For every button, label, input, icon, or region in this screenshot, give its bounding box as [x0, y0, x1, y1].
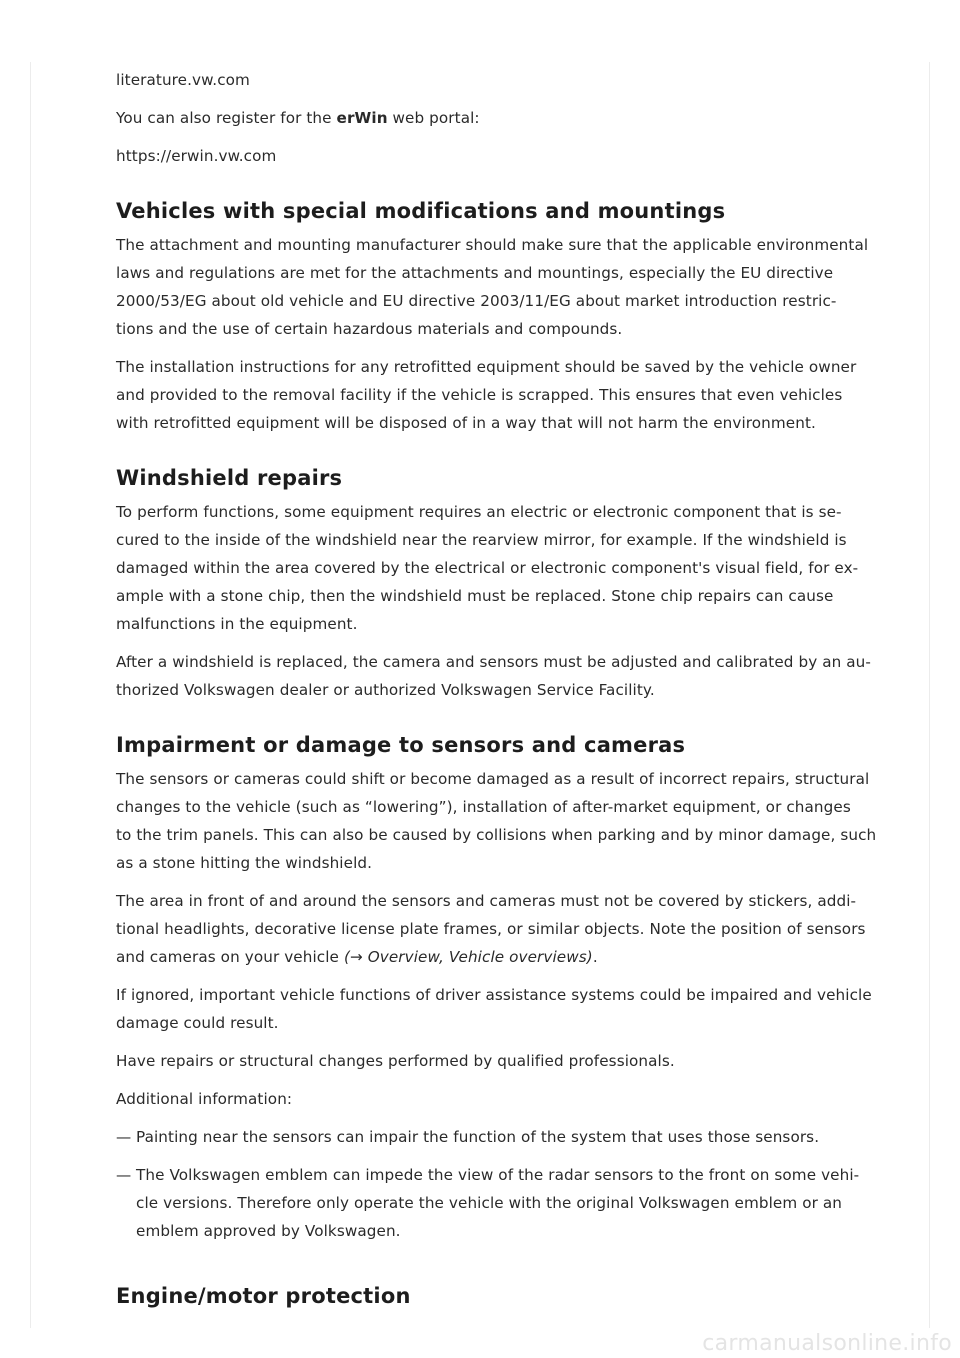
page-border-right: [929, 62, 930, 1328]
erwin-suffix: web portal:: [387, 109, 480, 127]
windshield-paragraph-2: After a windshield is replaced, the camera and sensors must be adjusted and calibrated by an au- thorized Volkswagen dealer or authorized Volkswagen Service Facility.: [116, 653, 871, 699]
erwin-prefix: You can also register for the: [116, 109, 337, 127]
dash-bullet: —: [116, 1166, 132, 1184]
heading-engine-protection: Engine/motor protection: [116, 1284, 411, 1308]
erwin-name: erWin: [336, 109, 388, 127]
sensors-paragraph-3: If ignored, important vehicle functions of driver assistance systems could be impaired and vehicle damage could result.: [116, 986, 872, 1032]
erwin-url[interactable]: https://erwin.vw.com: [116, 147, 277, 165]
sensors-paragraph-5: Additional information:: [116, 1090, 293, 1108]
erwin-paragraph: [116, 104, 876, 132]
sensors-paragraph-1: The sensors or cameras could shift or become damaged as a result of incorrect repairs, structural changes to the vehicle (such as “lowering”), installation of after-market equipment, or changes to the trim panels. This can also be caused by collisions when parking and by minor damage, such as a stone hitting the windshield.: [116, 770, 877, 872]
heading-windshield-repairs: Windshield repairs: [116, 466, 343, 490]
dash-bullet: —: [116, 1128, 132, 1146]
document-body: [116, 66, 876, 1316]
overview-cross-reference-link[interactable]: (→ Overview, Vehicle overviews): [343, 948, 593, 966]
heading-sensors-cameras: Impairment or damage to sensors and cameras: [116, 733, 686, 757]
list-item: — The Volkswagen emblem can impede the view of the radar sensors to the front on some vehi- cle versions. Therefore only operate the vehicle with the original Volkswagen emblem or an emblem approved by Volkswagen.: [116, 1161, 876, 1245]
special-mods-paragraph-2: The installation instructions for any retrofitted equipment should be saved by the vehicle owner and provided to the removal facility if the vehicle is scrapped. This ensures that even vehicles with retrofitted equipment will be disposed of in a way that will not harm the environment.: [116, 358, 857, 432]
watermark-brand: carmanualsonline.info: [702, 1331, 952, 1356]
sensors-paragraph-4: Have repairs or structural changes performed by qualified professionals.: [116, 1052, 675, 1070]
page-border-left: [30, 62, 31, 1328]
heading-special-modifications: Vehicles with special modifications and mountings: [116, 199, 726, 223]
list-item: — Painting near the sensors can impair the function of the system that uses those sensors.: [116, 1123, 876, 1151]
sensors-paragraph-2: The area in front of and around the sensors and cameras must not be covered by stickers, addi- tional headlights, decorative license plate frames, or similar objects. Note the position of sensors and cameras on your vehicle (→ Overview, Vehicle overviews).: [116, 892, 866, 966]
special-mods-paragraph-1: The attachment and mounting manufacturer should make sure that the applicable environmental laws and regulations are met for the attachments and mountings, especially the EU directive 2000/53/EG about old vehicle and EU directive 2003/11/EG about market introduction restric- tions and the use of certain hazardous materials and compounds.: [116, 236, 869, 338]
literature-url[interactable]: literature.vw.com: [116, 71, 250, 89]
windshield-paragraph-1: To perform functions, some equipment requires an electric or electronic component that is se- cured to the inside of the windshield near the rearview mirror, for example. If the windshield is damaged within the area covered by the electrical or electronic component's visual field, for ex- ample with a stone chip, then the windshield must be replaced. Stone chip repairs can cause malfunctions in the equipment.: [116, 503, 859, 633]
